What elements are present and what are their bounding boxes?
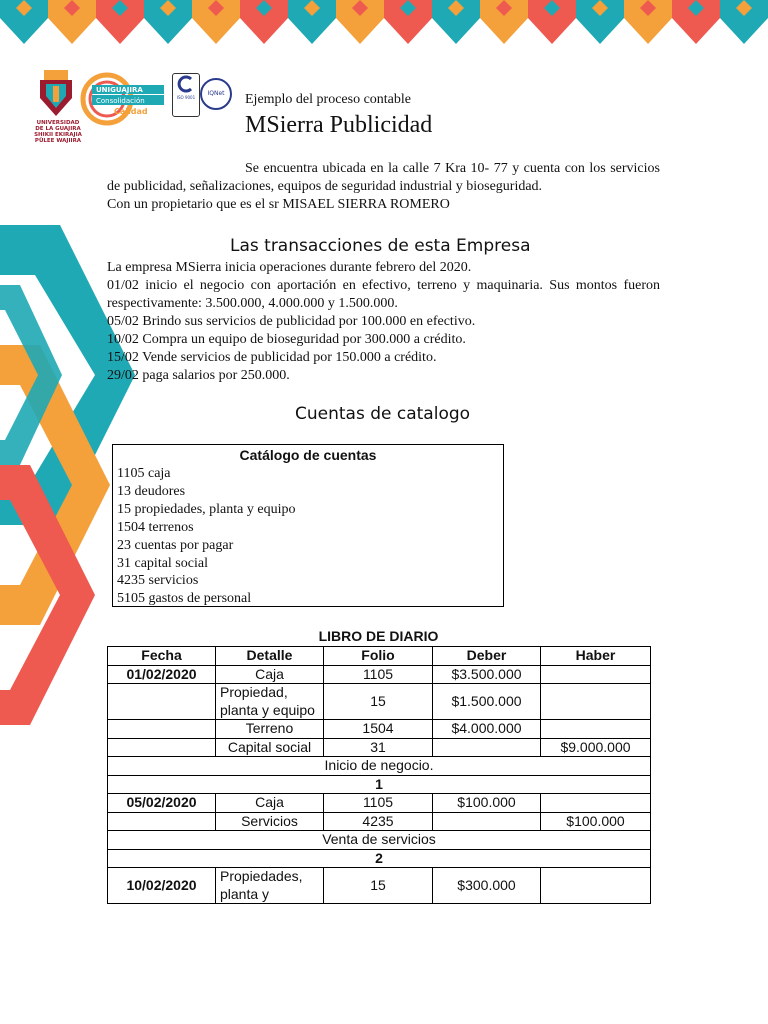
- cell-folio: 31: [324, 738, 433, 757]
- intro-paragraph: [107, 160, 660, 214]
- transaction-line: 15/02 Vende servicios de publicidad por 150.000 a crédito.: [107, 350, 437, 365]
- catalog-box: [112, 444, 504, 607]
- table-row: [108, 757, 651, 776]
- campaign-logo-line-1: UNIGUAJIRA: [96, 86, 143, 94]
- document-title: MSierra Publicidad: [245, 112, 433, 138]
- journal-title: LIBRO DE DIARIO: [318, 628, 439, 644]
- campaign-logo: [80, 72, 166, 126]
- university-name-line-4: PÜLEE WAJIIRA: [34, 138, 82, 144]
- column-header-haber: Haber: [541, 647, 651, 666]
- university-name-line-1: UNIVERSIDAD: [36, 120, 80, 126]
- cell-fecha: 05/02/2020: [108, 794, 216, 813]
- cell-fecha: 10/02/2020: [108, 868, 216, 904]
- catalog-item: 4235 servicios: [117, 573, 199, 589]
- transactions-list: [107, 259, 660, 385]
- table-row: [108, 738, 651, 757]
- table-row: [108, 794, 651, 813]
- column-header-folio: Folio: [324, 647, 433, 666]
- cell-fecha: [108, 720, 216, 739]
- document-subtitle: Ejemplo del proceso contable: [245, 92, 411, 107]
- catalog-item: 13 deudores: [117, 483, 186, 499]
- column-header-deber: Deber: [433, 647, 541, 666]
- transaction-line: 29/02 paga salarios por 250.000.: [107, 368, 290, 383]
- cell-detalle: Propiedad, planta y equipo: [216, 684, 324, 720]
- table-row: [108, 775, 651, 794]
- cell-detalle: Caja: [216, 794, 324, 813]
- cell-deber: $4.000.000: [433, 720, 541, 739]
- iso-certification-text: ISO 9001: [176, 95, 196, 100]
- cell-fecha: [108, 738, 216, 757]
- journal-table: [107, 646, 651, 904]
- cell-deber: $300.000: [433, 868, 541, 904]
- cell-fecha: [108, 812, 216, 831]
- cell-detalle: Propiedades, planta y: [216, 868, 324, 904]
- catalog-item: 31 capital social: [117, 555, 208, 571]
- table-row: [108, 720, 651, 739]
- cell-deber: $3.500.000: [433, 665, 541, 684]
- table-row: [108, 812, 651, 831]
- decorative-top-banner: [0, 0, 768, 56]
- entry-number: 2: [108, 849, 651, 868]
- cell-folio: 4235: [324, 812, 433, 831]
- cell-deber: $1.500.000: [433, 684, 541, 720]
- cell-detalle: Terreno: [216, 720, 324, 739]
- cell-fecha: [108, 684, 216, 720]
- cell-folio: 15: [324, 868, 433, 904]
- catalog-item: 23 cuentas por pagar: [117, 537, 234, 553]
- journal-header-row: [108, 647, 651, 666]
- transaction-line: 01/02 inicio el negocio con aportación en efectivo, terreno y maquinaria. Sus montos fueron respectivamente: 3.500.000, 4.000.000 y 1.500.000.: [107, 278, 660, 311]
- entry-number: 1: [108, 775, 651, 794]
- entry-description: Venta de servicios: [108, 831, 651, 850]
- catalog-heading: Cuentas de catalogo: [295, 404, 471, 424]
- table-row: [108, 868, 651, 904]
- table-row: [108, 849, 651, 868]
- cell-haber: $100.000: [541, 812, 651, 831]
- cell-deber: $100.000: [433, 794, 541, 813]
- cell-haber: [541, 665, 651, 684]
- transaction-line: 05/02 Brindo sus servicios de publicidad por 100.000 en efectivo.: [107, 314, 476, 329]
- iqnet-certification-badge: IQNet: [200, 78, 232, 110]
- cell-folio: 1105: [324, 665, 433, 684]
- university-logo: [30, 68, 82, 154]
- cell-deber: [433, 738, 541, 757]
- university-name-line-3: SHIKII EKIRAJIA: [34, 132, 82, 138]
- iso-certification-badge: [172, 73, 200, 117]
- cell-haber: [541, 868, 651, 904]
- cell-folio: 15: [324, 684, 433, 720]
- cell-detalle: Capital social: [216, 738, 324, 757]
- entry-description: Inicio de negocio.: [108, 757, 651, 776]
- catalog-item: 1504 terrenos: [117, 519, 194, 535]
- cell-deber: [433, 812, 541, 831]
- certification-c-icon: [176, 74, 196, 94]
- catalog-item: 1105 caja: [117, 466, 171, 481]
- cell-detalle: Servicios: [216, 812, 324, 831]
- table-row: [108, 831, 651, 850]
- campaign-logo-line-3: Calidad: [114, 107, 148, 116]
- cell-haber: $9.000.000: [541, 738, 651, 757]
- cell-fecha: 01/02/2020: [108, 665, 216, 684]
- cell-haber: [541, 720, 651, 739]
- university-name-line-2: DE LA GUAJIRA: [35, 126, 81, 132]
- intro-text-1: Se encuentra ubicada en la calle 7 Kra 10- 77 y cuenta con los servicios de publicidad, señalizaciones, equipos de seguridad industrial y bioseguridad.: [107, 161, 660, 194]
- intro-text-2: Con un propietario que es el sr MISAEL SIERRA ROMERO: [107, 197, 450, 212]
- catalog-item: 15 propiedades, planta y equipo: [117, 501, 296, 517]
- column-header-detalle: Detalle: [216, 647, 324, 666]
- cell-detalle: Caja: [216, 665, 324, 684]
- table-row: [108, 665, 651, 684]
- column-header-fecha: Fecha: [108, 647, 216, 666]
- catalog-item: 5105 gastos de personal: [117, 591, 252, 607]
- table-row: [108, 684, 651, 720]
- cell-folio: 1105: [324, 794, 433, 813]
- cell-folio: 1504: [324, 720, 433, 739]
- transactions-heading: Las transacciones de esta Empresa: [230, 236, 531, 256]
- transaction-line: 10/02 Compra un equipo de bioseguridad por 300.000 a crédito.: [107, 332, 466, 347]
- cell-haber: [541, 794, 651, 813]
- campaign-logo-line-2: Consolidación: [96, 97, 145, 105]
- cell-haber: [541, 684, 651, 720]
- university-shield-icon: [38, 68, 74, 118]
- catalog-box-title: Catálogo de cuentas: [239, 447, 377, 463]
- transaction-line: La empresa MSierra inicia operaciones durante febrero del 2020.: [107, 260, 472, 275]
